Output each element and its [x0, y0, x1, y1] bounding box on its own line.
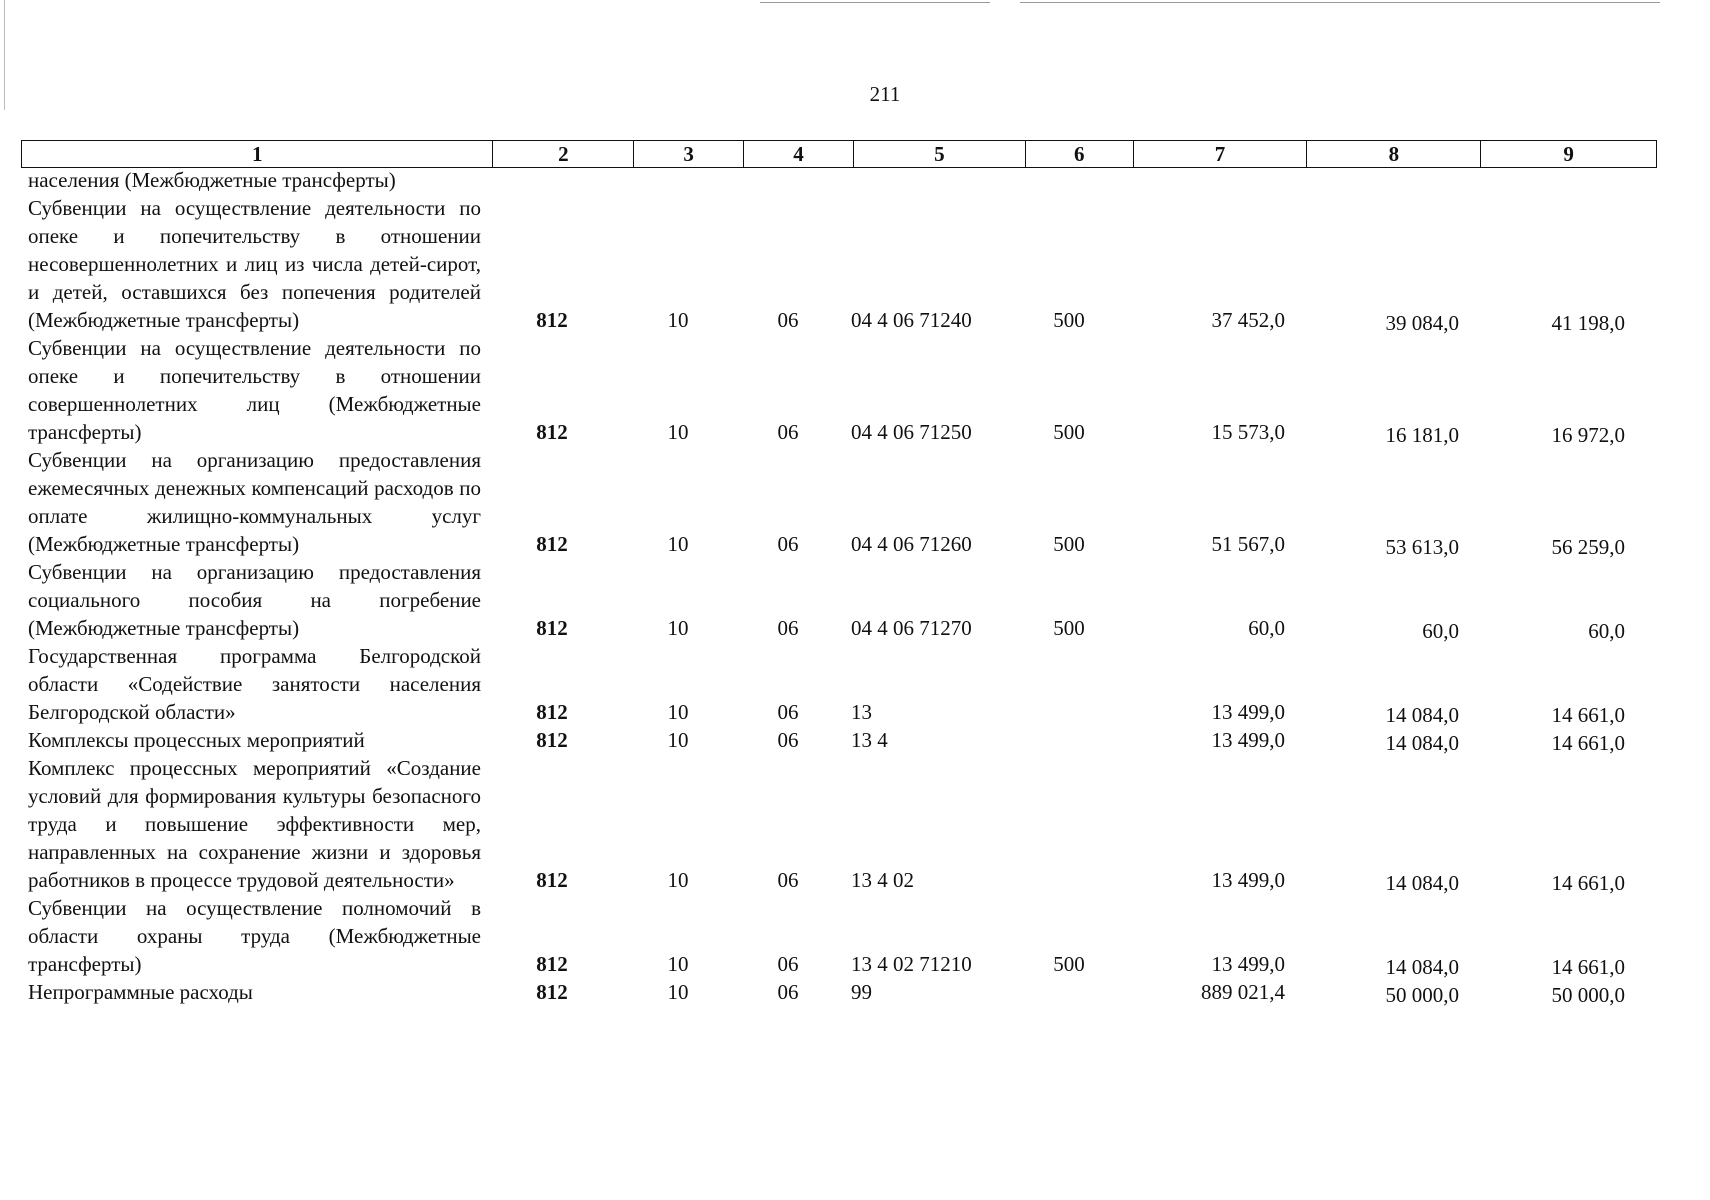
cell-amount-1	[1123, 166, 1297, 194]
header-col-5: 5	[853, 141, 1025, 167]
cell-target-code: 04 4 06 71250	[851, 420, 972, 444]
cell-subsection: 06	[777, 308, 799, 332]
cell-ministry: 812	[536, 308, 568, 332]
table-row	[21, 334, 1661, 446]
cell-ministry: 812	[536, 616, 568, 640]
cell-section: 10	[667, 308, 689, 332]
cell-ministry: 812	[536, 700, 568, 724]
cell-amount-2: 14 084,0	[1385, 703, 1459, 727]
table-row	[21, 558, 1661, 642]
cell-target-code: 13 4	[851, 728, 888, 752]
cell-target-code: 13 4 02 71210	[851, 952, 972, 976]
cell-section: 10	[667, 980, 689, 1004]
cell-expense-type	[1015, 726, 1123, 754]
header-col-7: 7	[1133, 141, 1307, 167]
cell-ministry: 812	[536, 980, 568, 1004]
cell-amount-3: 41 198,0	[1551, 311, 1625, 335]
table-row	[21, 642, 1661, 726]
cell-section: 10	[667, 728, 689, 752]
cell-subsection: 06	[777, 420, 799, 444]
table-row	[21, 726, 1661, 754]
page-number: 211	[869, 82, 901, 106]
cell-section: 10	[667, 532, 689, 556]
cell-expense-type	[1015, 166, 1123, 194]
cell-expense-type	[1015, 642, 1123, 726]
cell-amount-3	[1471, 166, 1637, 194]
cell-amount-2: 39 084,0	[1385, 311, 1459, 335]
cell-amount-3: 14 661,0	[1551, 731, 1625, 755]
cell-amount-1: 15 573,0	[1211, 420, 1285, 444]
header-col-9: 9	[1480, 141, 1656, 167]
cell-subsection: 06	[777, 728, 799, 752]
cell-subsection	[733, 166, 843, 194]
cell-expense-type	[1015, 754, 1123, 894]
cell-amount-3: 56 259,0	[1551, 535, 1625, 559]
header-col-2: 2	[492, 141, 633, 167]
cell-target-code: 13 4 02	[851, 868, 914, 892]
cell-subsection: 06	[777, 868, 799, 892]
cell-section: 10	[667, 868, 689, 892]
cell-amount-2: 50 000,0	[1385, 983, 1459, 1007]
cell-amount-3: 14 661,0	[1551, 955, 1625, 979]
cell-expense-type	[1015, 978, 1123, 1006]
cell-expense-type: 500	[1053, 616, 1085, 640]
cell-subsection: 06	[777, 980, 799, 1004]
cell-subsection: 06	[777, 700, 799, 724]
cell-amount-2: 60,0	[1422, 619, 1459, 643]
row-description: Комплекс процессных мероприятий «Создание условий для формирования культуры безопасного труда и повышение эффективности мер, направленных на сохранение жизни и здоровья работников в процессе трудовой деятельности»	[28, 756, 481, 892]
cell-amount-1: 51 567,0	[1211, 532, 1285, 556]
cell-target-code: 04 4 06 71270	[851, 616, 972, 640]
cell-ministry: 812	[536, 532, 568, 556]
cell-target-code: 99	[851, 980, 872, 1004]
cell-expense-type: 500	[1053, 532, 1085, 556]
scan-edge-line	[760, 2, 990, 3]
row-description: населения (Межбюджетные трансферты)	[28, 168, 396, 192]
cell-amount-1: 13 499,0	[1211, 952, 1285, 976]
cell-amount-2: 53 613,0	[1385, 535, 1459, 559]
cell-amount-1: 37 452,0	[1211, 308, 1285, 332]
table-row	[21, 166, 1661, 194]
cell-ministry: 812	[536, 952, 568, 976]
cell-amount-3: 14 661,0	[1551, 703, 1625, 727]
cell-section	[623, 166, 733, 194]
cell-target-code	[843, 166, 1015, 194]
cell-subsection: 06	[777, 532, 799, 556]
table-header	[21, 140, 1657, 168]
cell-expense-type: 500	[1053, 952, 1085, 976]
cell-target-code: 13	[851, 700, 872, 724]
cell-amount-3: 16 972,0	[1551, 423, 1625, 447]
cell-expense-type: 500	[1053, 308, 1085, 332]
cell-subsection: 06	[777, 616, 799, 640]
scan-edge-line	[1020, 2, 1660, 3]
header-col-1: 1	[251, 141, 263, 166]
cell-section: 10	[667, 952, 689, 976]
row-description: Субвенции на осуществление деятельности по опеке и попечительству в отношении совершеннолетних лиц (Межбюджетные трансферты)	[28, 336, 481, 444]
cell-section: 10	[667, 700, 689, 724]
cell-section: 10	[667, 420, 689, 444]
cell-amount-1: 60,0	[1248, 616, 1285, 640]
cell-section: 10	[667, 616, 689, 640]
table-row	[21, 978, 1661, 1006]
cell-amount-2: 14 084,0	[1385, 955, 1459, 979]
table-row	[21, 446, 1661, 558]
table-body	[21, 166, 1661, 1006]
row-description: Субвенции на организацию предоставления социального пособия на погребение (Межбюджетные трансферты)	[28, 560, 481, 640]
cell-amount-1: 889 021,4	[1201, 980, 1285, 1004]
header-col-6: 6	[1025, 141, 1133, 167]
cell-amount-1: 13 499,0	[1211, 700, 1285, 724]
cell-ministry: 812	[536, 420, 568, 444]
row-description: Субвенции на организацию предоставления ежемесячных денежных компенсаций расходов по оплате жилищно-коммунальных услуг (Межбюджетные трансферты)	[28, 448, 481, 556]
cell-subsection: 06	[777, 952, 799, 976]
row-description: Субвенции на осуществление деятельности по опеке и попечительству в отношении несовершеннолетних и лиц из числа детей-сирот, и детей, оставшихся без попечения родителей (Межбюджетные трансферты)	[28, 196, 481, 332]
cell-amount-3: 50 000,0	[1551, 983, 1625, 1007]
cell-amount-2: 14 084,0	[1385, 731, 1459, 755]
header-col-8: 8	[1306, 141, 1480, 167]
cell-ministry	[481, 166, 623, 194]
row-description: Государственная программа Белгородской области «Содействие занятости населения Белгородской области»	[28, 644, 481, 724]
table-row	[21, 754, 1661, 894]
table-row	[21, 194, 1661, 334]
cell-target-code: 04 4 06 71240	[851, 308, 972, 332]
cell-amount-3: 60,0	[1588, 619, 1625, 643]
cell-ministry: 812	[536, 868, 568, 892]
header-col-4: 4	[743, 141, 853, 167]
cell-expense-type: 500	[1053, 420, 1085, 444]
table-row	[21, 894, 1661, 978]
cell-ministry: 812	[536, 728, 568, 752]
cell-amount-1: 13 499,0	[1211, 728, 1285, 752]
cell-amount-2	[1297, 166, 1471, 194]
header-col-3: 3	[633, 141, 743, 167]
cell-amount-2: 16 181,0	[1385, 423, 1459, 447]
row-description: Непрограммные расходы	[28, 980, 253, 1004]
cell-target-code: 04 4 06 71260	[851, 532, 972, 556]
cell-amount-3: 14 661,0	[1551, 871, 1625, 895]
row-description: Субвенции на осуществление полномочий в области охраны труда (Межбюджетные трансферты)	[28, 896, 481, 976]
cell-amount-1: 13 499,0	[1211, 868, 1285, 892]
cell-amount-2: 14 084,0	[1385, 871, 1459, 895]
row-description: Комплексы процессных мероприятий	[28, 728, 365, 752]
